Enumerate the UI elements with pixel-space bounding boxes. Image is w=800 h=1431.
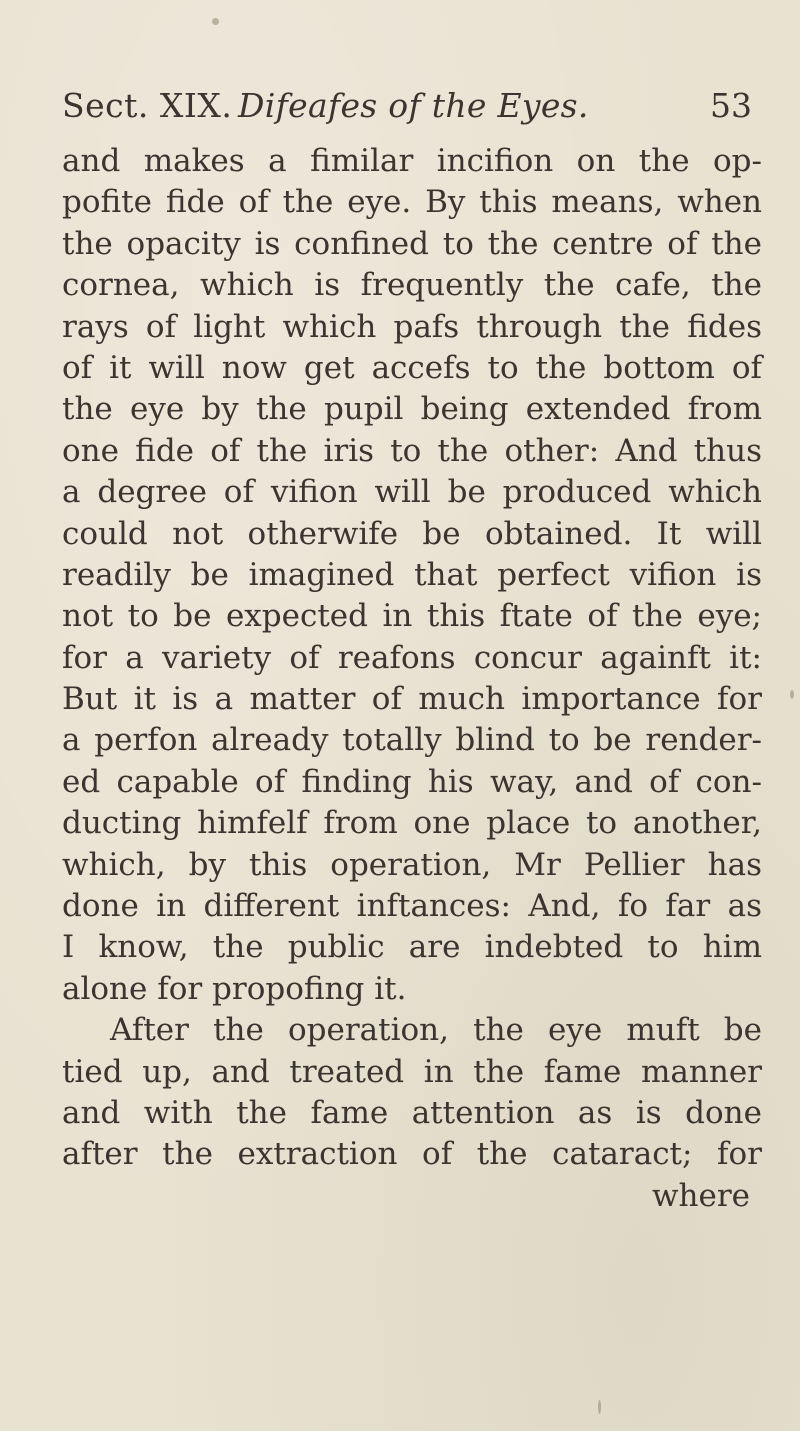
text-line: after the extraction of the cataract; for (62, 1136, 762, 1173)
text-line: could not otherwife be obtained. It will (62, 515, 762, 552)
text-line: cornea, which is frequently the cafe, the (62, 267, 762, 304)
text-line: and with the fame attention as is done (62, 1094, 762, 1131)
paper-speck (790, 690, 794, 699)
running-header (62, 84, 752, 128)
text-line: the eye by the pupil being extended from (62, 391, 762, 428)
text-line: which, by this operation, Mr Pellier has (62, 846, 762, 883)
text-line: one fide of the iris to the other: And thus (62, 432, 762, 469)
text-line: done in different inftances: And, fo far as (62, 888, 762, 925)
text-line: not to be expected in this ftate of the eye; (62, 598, 762, 635)
text-line: After the operation, the eye muft be (110, 1012, 762, 1049)
text-line: of it will now get accefs to the bottom of (62, 349, 762, 386)
page-number: 53 (710, 86, 752, 125)
text-line: ed capable of finding his way, and of con- (62, 763, 762, 800)
paper-speck (212, 18, 219, 25)
text-line: pofite fide of the eye. By this means, when (62, 184, 762, 221)
text-line: the opacity is confined to the centre of the (62, 225, 762, 262)
text-line: a degree of vifion will be produced which (62, 474, 762, 511)
text-line: rays of light which pafs through the fides (62, 308, 762, 345)
catchword: where (651, 1177, 750, 1214)
text-line: I know, the public are indebted to him (62, 929, 762, 966)
running-title: Difeafes of the Eyes. (238, 86, 589, 125)
text-line: readily be imagined that perfect vifion is (62, 556, 762, 593)
text-line: But it is a matter of much importance for (62, 681, 762, 718)
text-line: ducting himfelf from one place to another, (62, 805, 762, 842)
text-line: and makes a fimilar incifion on the op- (62, 143, 762, 179)
body-text (62, 141, 762, 1217)
text-line: a perfon already totally blind to be render- (62, 722, 762, 759)
text-line: alone for propofing it. (62, 970, 407, 1007)
section-label: Sect. XIX. (62, 86, 233, 125)
text-line: for a variety of reafons concur againft it: (62, 639, 762, 676)
paper-speck (598, 1400, 601, 1414)
text-line: tied up, and treated in the fame manner (62, 1053, 762, 1090)
